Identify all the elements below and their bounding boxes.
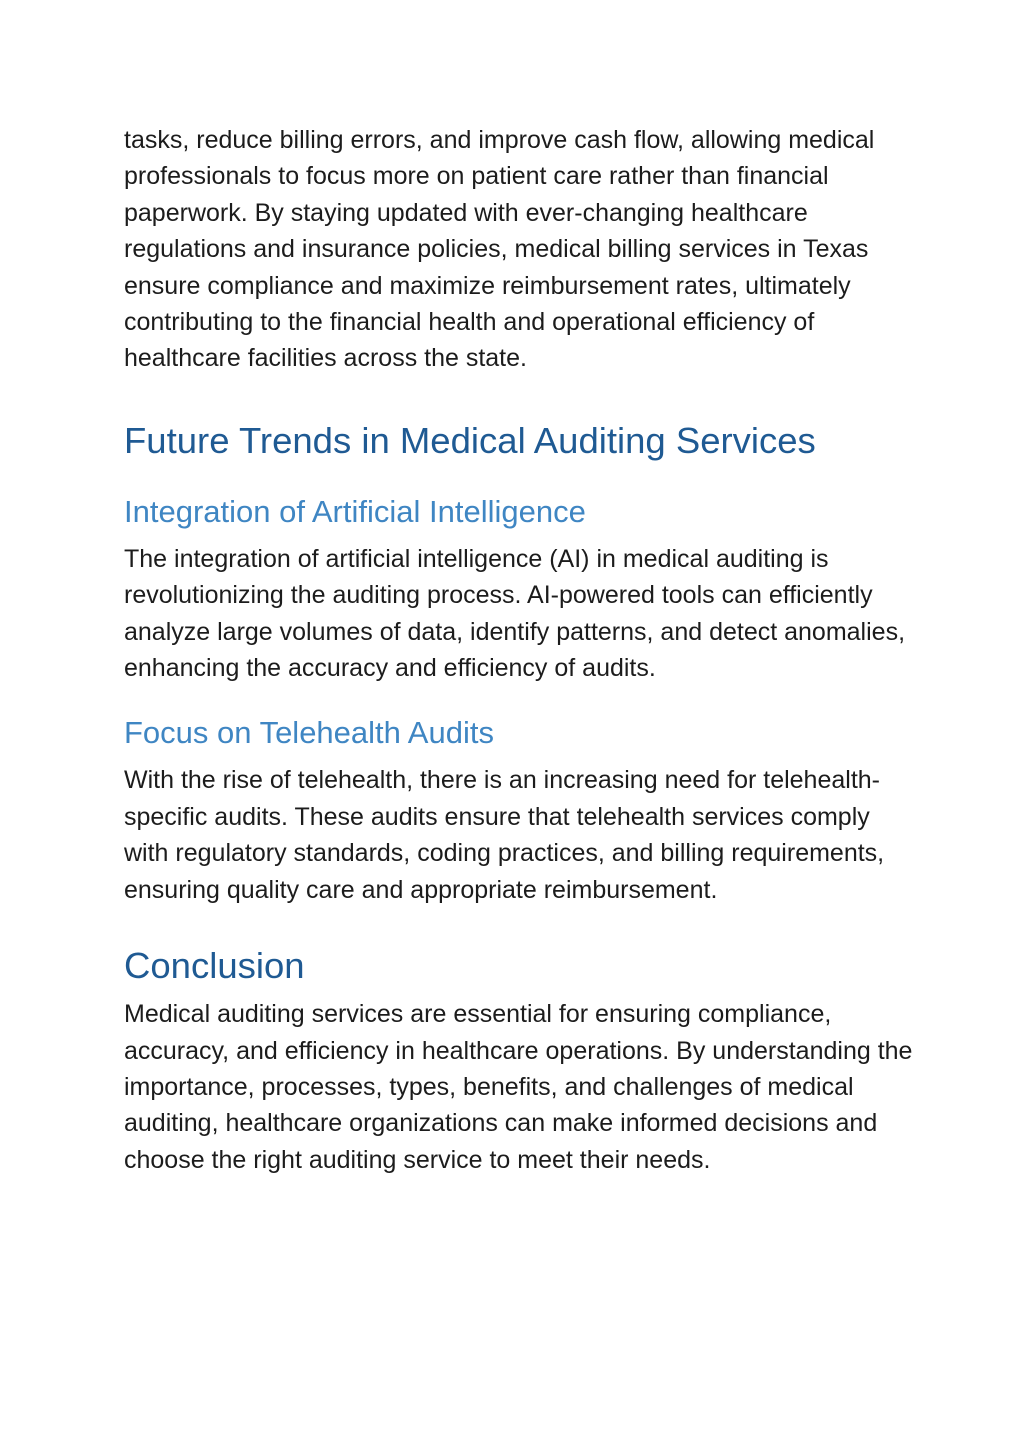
telehealth-subheading: Focus on Telehealth Audits [124, 715, 494, 751]
conclusion-paragraph: Medical auditing services are essential for ensuring compliance, accuracy, and efficiency in healthcare operations. By understanding the importance, processes, types, benefits, and challenges of medical auditing, healthcare organizations can make informed decisions and choose the right auditing service to meet their needs. [124, 1000, 913, 1174]
ai-integration-subheading: Integration of Artificial Intelligence [124, 493, 586, 529]
document-page [124, 122, 914, 1178]
future-trends-heading: Future Trends in Medical Auditing Services [124, 419, 816, 461]
ai-integration-paragraph: The integration of artificial intelligence (AI) in medical auditing is revolutionizing the auditing process. AI-powered tools can efficiently analyze large volumes of data, identify patterns, and detect anomalies, enhancing the accuracy and efficiency of audits. [124, 544, 906, 683]
conclusion-heading: Conclusion [124, 945, 305, 987]
telehealth-paragraph: With the rise of telehealth, there is an increasing need for telehealth-specific audits. These audits ensure that telehealth services comply with regulatory standards, coding practices, and billing requirements, ensuring quality care and appropriate reimbursement. [124, 766, 885, 904]
intro-paragraph: tasks, reduce billing errors, and improve cash flow, allowing medical professionals to focus more on patient care rather than financial paperwork. By staying updated with ever-changing healthcare regulations and insurance policies, medical billing services in Texas ensure compliance and maximize reimbursement rates, ultimately contributing to the financial health and operational efficiency of healthcare facilities across the state. [124, 126, 875, 373]
